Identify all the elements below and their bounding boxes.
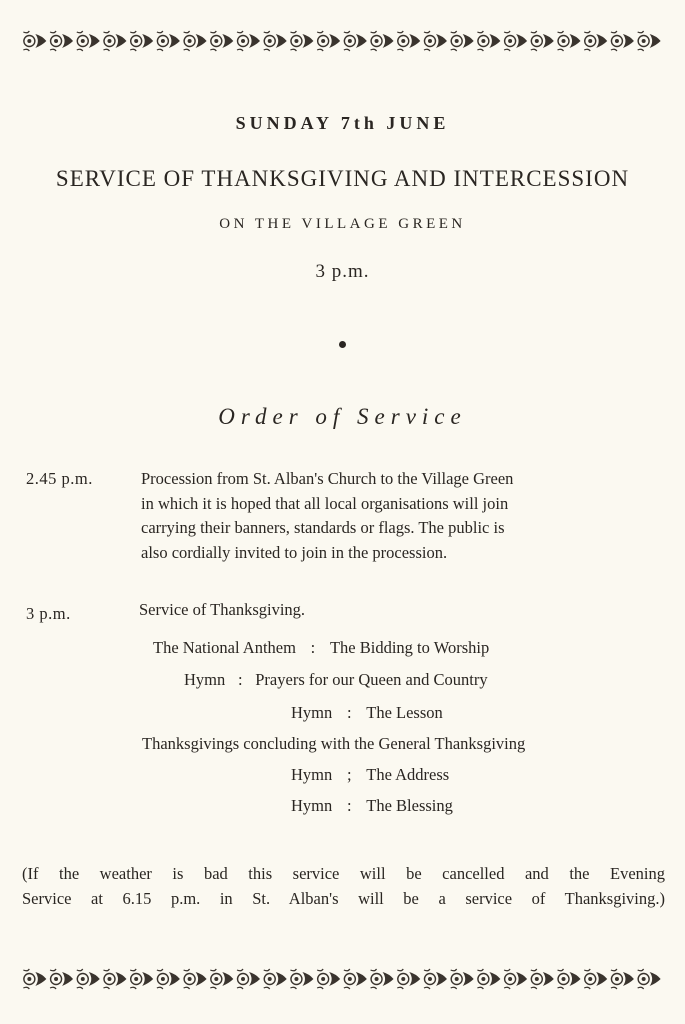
- service-item-right: Prayers for our Queen and Country: [255, 670, 488, 689]
- service-item: [153, 638, 489, 658]
- floral-ornament-motif: [344, 31, 367, 51]
- floral-ornament-motif: [424, 31, 447, 51]
- floral-ornament-motif: [344, 969, 367, 989]
- floral-ornament-motif: [584, 969, 607, 989]
- floral-ornament-motif: [531, 31, 554, 51]
- service-item-right: The Lesson: [366, 703, 443, 722]
- floral-ornament-motif: [611, 31, 634, 51]
- floral-ornament-motif: [611, 969, 634, 989]
- service-item-separator: :: [310, 638, 316, 657]
- service-item-separator: :: [346, 796, 352, 815]
- floral-ornament-motif: [23, 969, 46, 989]
- service-time: 3 p.m.: [315, 261, 370, 282]
- floral-ornament-motif: [558, 969, 581, 989]
- floral-ornament-motif: [584, 31, 607, 51]
- procession-line: Procession from St. Alban's Church to the Village Green: [141, 469, 514, 488]
- floral-ornament-motif: [451, 969, 474, 989]
- floral-ornament-motif: [237, 969, 260, 989]
- floral-ornament-motif: [130, 969, 153, 989]
- service-item-left: Hymn: [184, 670, 226, 689]
- floral-ornament-motif: [264, 969, 287, 989]
- floral-ornament-motif: [397, 969, 420, 989]
- service-of-thanksgiving-title: Service of Thanksgiving.: [139, 600, 306, 619]
- floral-ornament-motif: [424, 969, 447, 989]
- floral-ornament-motif: [50, 31, 73, 51]
- service-item-left: Hymn: [291, 765, 333, 784]
- service-item-left: The National Anthem: [153, 638, 296, 657]
- floral-ornament-motif: [290, 969, 313, 989]
- floral-ornament-motif: [638, 969, 661, 989]
- service-item: [184, 670, 488, 690]
- floral-ornament-motif: [237, 31, 260, 51]
- service-item-separator: :: [346, 703, 352, 722]
- floral-ornament-motif: [371, 31, 394, 51]
- service-item-separator: :: [237, 670, 243, 689]
- floral-ornament-motif: [103, 969, 126, 989]
- date-heading: SUNDAY 7th JUNE: [235, 113, 450, 133]
- top-floral-border: [22, 28, 663, 54]
- floral-ornament-motif: [504, 969, 527, 989]
- service-item-left: Hymn: [291, 703, 333, 722]
- bottom-floral-border: [22, 966, 663, 992]
- floral-ornament-motif: [184, 969, 207, 989]
- floral-ornament-motif: [23, 31, 46, 51]
- procession-line: also cordially invited to join in the procession.: [141, 542, 448, 562]
- floral-ornament-motif: [130, 31, 153, 51]
- divider-bullet: [339, 341, 346, 348]
- floral-ornament-motif: [77, 31, 100, 51]
- floral-ornament-motif: [290, 31, 313, 51]
- service-item: [291, 765, 449, 785]
- floral-ornament-motif: [451, 31, 474, 51]
- service-item-right: The Bidding to Worship: [329, 638, 490, 657]
- service-item-left: Hymn: [291, 796, 333, 815]
- floral-ornament-motif: [264, 31, 287, 51]
- floral-ornament-motif: [210, 969, 233, 989]
- floral-ornament-motif: [558, 31, 581, 51]
- service-start-time: 3 p.m.: [26, 604, 71, 623]
- floral-ornament-motif: [531, 969, 554, 989]
- floral-ornament-motif: [397, 31, 420, 51]
- floral-ornament-motif: [317, 969, 340, 989]
- floral-ornament-motif: [184, 31, 207, 51]
- floral-ornament-motif: [157, 969, 180, 989]
- procession-description: [141, 467, 665, 565]
- floral-ornament-motif: [77, 969, 100, 989]
- floral-ornament-motif: [477, 969, 500, 989]
- service-item-right: The Blessing: [366, 796, 453, 815]
- procession-time: 2.45 p.m.: [26, 469, 93, 488]
- floral-ornament-motif: [50, 969, 73, 989]
- weather-note: [22, 861, 665, 911]
- floral-ornament-motif: [504, 31, 527, 51]
- service-item: [291, 703, 443, 723]
- floral-ornament-motif: [317, 31, 340, 51]
- floral-ornament-motif: [477, 31, 500, 51]
- floral-ornament-motif: [210, 31, 233, 51]
- weather-note-line: (If the weather is bad this service will be cancelled and the Evening: [22, 864, 665, 883]
- procession-line: in which it is hoped that all local organisations will join: [141, 493, 509, 513]
- service-item-separator: ;: [346, 765, 352, 784]
- service-item-right: The Address: [366, 765, 450, 784]
- floral-ornament-motif: [371, 969, 394, 989]
- order-of-service-heading: Order of Service: [218, 404, 467, 429]
- weather-note-line: Service at 6.15 p.m. in St. Alban's will be a service of Thanksgiving.): [22, 889, 665, 908]
- floral-ornament-motif: [103, 31, 126, 51]
- service-item: [291, 796, 453, 816]
- procession-line: carrying their banners, standards or flags. The public is: [141, 518, 505, 537]
- location-subtitle: ON THE VILLAGE GREEN: [219, 216, 466, 232]
- service-title: SERVICE OF THANKSGIVING AND INTERCESSION: [55, 166, 630, 191]
- floral-ornament-motif: [638, 31, 661, 51]
- floral-ornament-motif: [157, 31, 180, 51]
- service-item-full: Thanksgivings concluding with the General Thanksgiving: [142, 734, 526, 753]
